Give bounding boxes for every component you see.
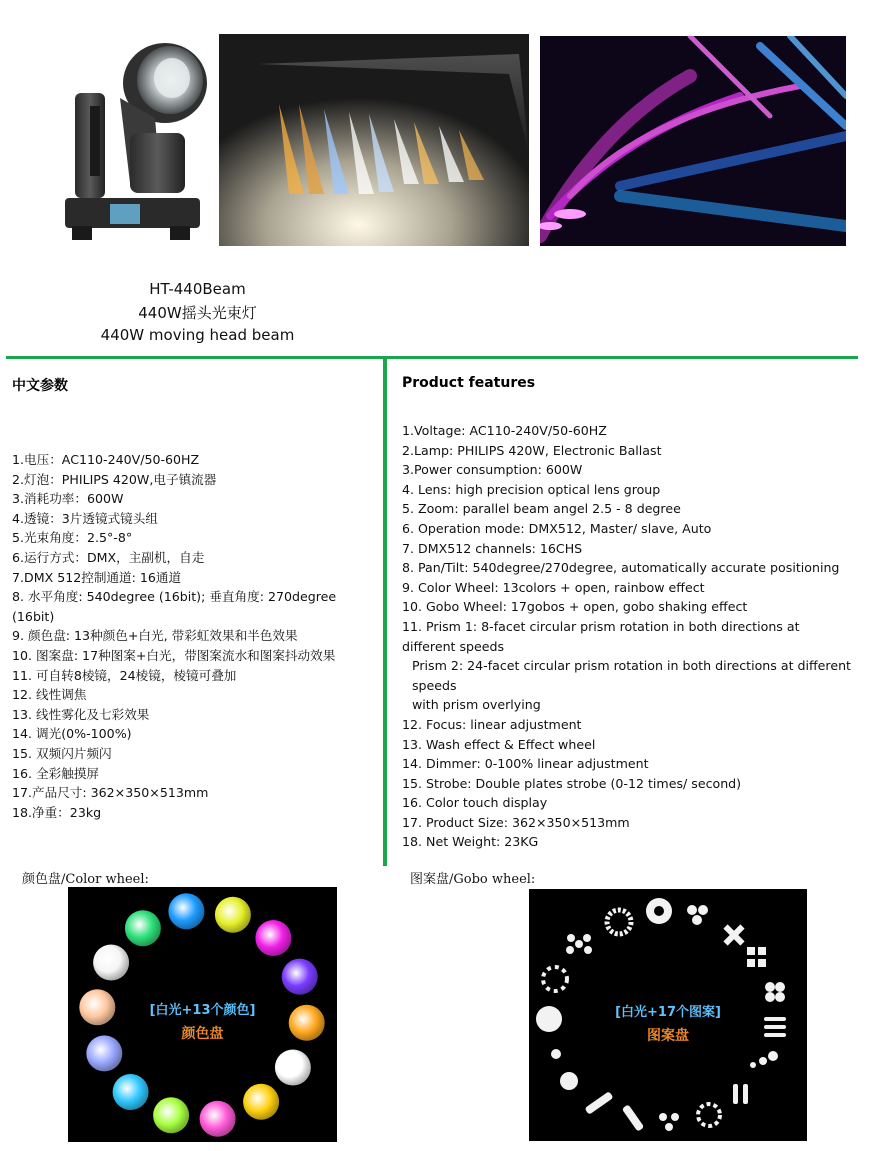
en-spec-item: 13. Wash effect & Effect wheel: [402, 736, 596, 752]
color-ball: [282, 959, 318, 995]
cn-spec-item: 12. 线性调焦: [12, 687, 87, 703]
cn-spec-item: 9. 颜色盘: 13种颜色+白光, 带彩虹效果和半色效果: [12, 628, 298, 644]
en-spec-item: 12. Focus: linear adjustment: [402, 716, 582, 732]
en-section-title: Product features: [402, 375, 536, 391]
color-ball: [93, 945, 129, 981]
color-wheel-label: 颜色盘/Color wheel:: [22, 872, 149, 887]
color-ball: [215, 897, 251, 933]
cn-spec-item: 16. 全彩触摸屏: [12, 765, 100, 781]
en-spec-item: 10. Gobo Wheel: 17gobos + open, gobo shaking effect: [402, 599, 748, 615]
cn-spec-item: 14. 调光(0%-100%): [12, 726, 132, 742]
en-spec-item: 15. Strobe: Double plates strobe (0-12 times/ second): [402, 775, 742, 791]
cn-spec-item: 10. 图案盘: 17种图案+白光，带图案流水和图案抖动效果: [12, 647, 336, 663]
cn-spec-item: 5.光束角度：2.5°-8°: [12, 530, 133, 546]
cn-spec-item: 4.透镜：3片透镜式镜头组: [12, 510, 158, 526]
en-spec-item: 8. Pan/Tilt: 540degree/270degree, automatically accurate positioning: [402, 560, 840, 576]
en-spec-item: 7. DMX512 channels: 16CHS: [402, 540, 583, 556]
cn-spec-list: [12, 450, 382, 822]
product-name-en: 440W moving head beam: [100, 326, 295, 344]
color-wheel-caption-bottom: 颜色盘: [181, 1026, 224, 1042]
en-spec-item: 5. Zoom: parallel beam angel 2.5 - 8 degree: [402, 501, 681, 517]
product-model: HT-440Beam: [149, 280, 246, 298]
color-ball: [168, 893, 204, 929]
divider-horizontal: [6, 356, 858, 359]
en-spec-item: 16. Color touch display: [402, 795, 548, 811]
cn-spec-item: 7.DMX 512控制通道: 16通道: [12, 569, 182, 585]
cn-spec-item: 1.电压：AC110-240V/50-60HZ: [12, 452, 200, 467]
product-name-cn: 440W摇头光束灯: [138, 304, 257, 322]
color-ball: [255, 920, 291, 956]
en-spec-item: 6. Operation mode: DMX512, Master/ slave, Auto: [402, 520, 712, 536]
en-spec-item: 2.Lamp: PHILIPS 420W, Electronic Ballast: [402, 442, 662, 458]
color-wheel-caption-top: [白光+13个颜色]: [149, 1003, 256, 1018]
divider-vertical: [383, 358, 387, 866]
cn-spec-item: 17.产品尺寸: 362×350×513mm: [12, 785, 209, 801]
en-spec-item: 3.Power consumption: 600W: [402, 462, 583, 478]
cn-spec-item: 15. 双频闪片频闪: [12, 745, 112, 761]
color-ball: [153, 1097, 189, 1133]
color-ball: [200, 1101, 236, 1137]
en-spec-item: 9. Color Wheel: 13colors + open, rainbow effect: [402, 579, 705, 595]
gobo-wheel-caption-bottom: 图案盘: [647, 1028, 689, 1044]
cn-section-title: 中文参数: [12, 378, 68, 394]
en-spec-item: 14. Dimmer: 0-100% linear adjustment: [402, 756, 649, 772]
en-spec-item: 4. Lens: high precision optical lens group: [402, 481, 661, 497]
stage-photo-beams-white: [219, 34, 529, 246]
cn-spec-item: 18.净重：23kg: [12, 804, 102, 820]
cn-spec-item: 3.消耗功率：600W: [12, 491, 124, 507]
cn-spec-item: 6.运行方式：DMX，主副机，自走: [12, 549, 205, 565]
color-ball: [275, 1050, 311, 1086]
cn-spec-item: 8. 水平角度: 540degree (16bit); 垂直角度: 270degree (16bit): [12, 589, 337, 624]
en-spec-item: 18. Net Weight: 23KG: [402, 834, 539, 850]
cn-spec-item: 11. 可自转8棱镜，24棱镜，棱镜可叠加: [12, 667, 237, 683]
stage-photo-beams-color: [540, 36, 846, 246]
en-spec-item: Prism 2: 24-facet circular prism rotation in both directions at different speeds: [412, 658, 851, 693]
en-spec-list: [402, 421, 857, 852]
color-ball: [125, 910, 161, 946]
en-spec-item: with prism overlying: [412, 697, 541, 713]
gobo-wheel-image: [529, 889, 807, 1141]
gobo-wheel-caption-top: [白光+17个图案]: [615, 1005, 721, 1020]
en-spec-item: 17. Product Size: 362×350×513mm: [402, 814, 630, 830]
en-spec-item: 11. Prism 1: 8-facet circular prism rotation in both directions at different speeds: [402, 618, 800, 654]
color-wheel-image: [68, 887, 337, 1142]
product-photo: [60, 38, 210, 246]
cn-spec-item: 2.灯泡：PHILIPS 420W,电子镇流器: [12, 471, 217, 487]
en-spec-item: 1.Voltage: AC110-240V/50-60HZ: [402, 423, 607, 438]
color-ball: [243, 1084, 279, 1120]
gobo-wheel-label: 图案盘/Gobo wheel:: [410, 872, 536, 887]
cn-spec-item: 13. 线性雾化及七彩效果: [12, 706, 150, 722]
color-ball: [113, 1074, 149, 1110]
